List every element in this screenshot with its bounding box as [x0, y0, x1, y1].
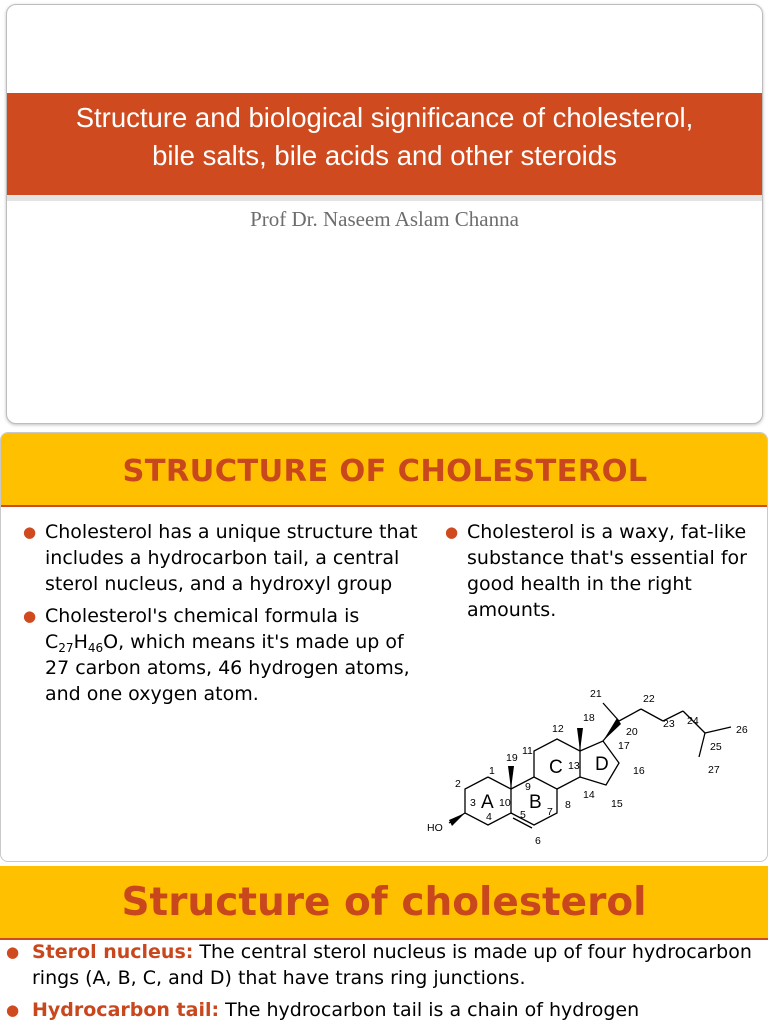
atom-number-1: 1 — [489, 765, 495, 777]
atom-number-14: 14 — [583, 789, 595, 801]
atom-number-2: 2 — [455, 778, 461, 790]
atom-number-22: 22 — [643, 693, 655, 705]
formula-sub-hydrogen: 46 — [87, 641, 104, 655]
bullet-icon: ● — [23, 607, 37, 625]
atom-number-13: 13 — [568, 760, 580, 772]
atom-number-27: 27 — [708, 764, 720, 776]
atom-number-11: 11 — [522, 745, 533, 757]
atom-number-18: 18 — [583, 712, 595, 724]
atom-number-19: 19 — [506, 752, 518, 764]
atom-number-6: 6 — [535, 835, 541, 847]
heading-band — [0, 866, 768, 940]
bullet-text: The hydrocarbon tail is a chain of hydrogen — [219, 999, 640, 1021]
atom-number-12: 12 — [552, 723, 564, 735]
atom-number-9: 9 — [525, 781, 531, 793]
title-slide — [6, 4, 763, 424]
atom-number-26: 26 — [736, 724, 748, 736]
heading-band — [1, 433, 768, 507]
bullet-text: The central sterol nucleus is made up of four hydrocarbon rings (A, B, C, and D) that have trans ring junctions. — [32, 941, 752, 989]
atom-number-25: 25 — [710, 741, 722, 753]
ring-label-d: D — [595, 754, 609, 775]
atom-number-16: 16 — [633, 765, 645, 777]
atom-number-7: 7 — [547, 806, 553, 818]
list-item — [6, 997, 752, 1023]
atom-number-5: 5 — [520, 809, 526, 821]
structure-detail-slide — [0, 866, 768, 1024]
atom-number-3: 3 — [470, 797, 476, 809]
author-name: Prof Dr. Naseem Aslam Channa — [250, 207, 519, 231]
left-column — [23, 519, 418, 713]
atom-number-21: 21 — [590, 688, 602, 700]
bullet-text: Cholesterol has a unique structure that includes a hydrocarbon tail, a central sterol nucleus, and a hydroxyl group — [45, 521, 418, 595]
cholesterol-structure-diagram — [425, 681, 755, 861]
atom-number-15: 15 — [611, 798, 623, 810]
slide-heading: STRUCTURE OF CHOLESTEROL — [122, 454, 648, 489]
list-item — [23, 603, 418, 707]
formula-text-before: Cholesterol's chemical formula is C — [45, 605, 360, 653]
structure-slide — [0, 432, 768, 862]
bullet-icon: ● — [6, 1001, 20, 1019]
bullet-term: Hydrocarbon tail: — [32, 999, 220, 1021]
list-item — [445, 519, 755, 623]
atom-number-17: 17 — [618, 740, 630, 752]
slide-title — [7, 99, 762, 175]
bullet-icon: ● — [23, 523, 37, 541]
atom-number-10: 10 — [499, 797, 511, 809]
bullet-icon: ● — [6, 943, 20, 961]
slide-title-line2: bile salts, bile acids and other steroids — [152, 140, 617, 171]
formula-text-after: O, which means it's made up of 27 carbon atoms, 46 hydrogen atoms, and one oxygen atom. — [45, 631, 410, 705]
atom-number-8: 8 — [565, 799, 571, 811]
slide-heading: Structure of cholesterol — [121, 880, 647, 925]
slide-title-line1: Structure and biological significance of cholesterol, — [75, 102, 694, 133]
right-column — [445, 519, 755, 629]
ring-label-c: C — [549, 757, 563, 778]
ring-label-b: B — [529, 792, 542, 813]
bullet-icon: ● — [445, 523, 459, 541]
title-band — [7, 93, 762, 201]
formula-text-mid: H — [73, 631, 88, 653]
list-item — [23, 519, 418, 597]
formula-sub-carbon: 27 — [58, 641, 74, 655]
ring-label-a: A — [481, 792, 494, 813]
hydroxyl-label: HO — [427, 822, 443, 834]
bullet-term: Sterol nucleus: — [32, 941, 194, 963]
atom-number-23: 23 — [663, 718, 675, 730]
atom-number-20: 20 — [626, 726, 638, 738]
atom-number-24: 24 — [687, 715, 699, 727]
bullet-text: Cholesterol is a waxy, fat-like substance that's essential for good health in the right amounts. — [467, 521, 747, 621]
list-item — [6, 939, 752, 991]
atom-number-4: 4 — [486, 811, 492, 823]
